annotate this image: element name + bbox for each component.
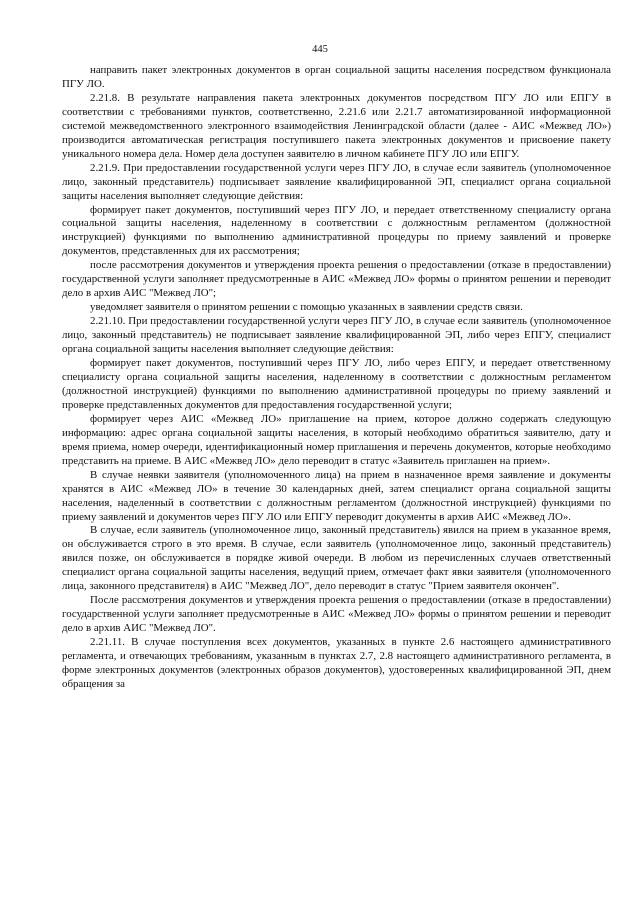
paragraph-submit-package: направить пакет электронных документов в орган социальной защиты населения посредством функционала ПГУ ЛО. bbox=[62, 64, 611, 90]
paragraph-forms-package-epgu: формирует пакет документов, поступивший через ПГУ ЛО, либо через ЕПГУ, и передает ответственному специалисту органа социальной защиты населения, наделенному в соответствии с должностным регламентом (должностной инструкцией) функциями по выполнению административной процедуры по приему заявлений и проверке представленных документов для предоставления государственной услуги; bbox=[62, 357, 611, 411]
paragraph-notifies-applicant: уведомляет заявителя о принятом решении с помощью указанных в заявлении средств связи. bbox=[90, 301, 523, 314]
paragraph-2-21-11: 2.21.11. В случае поступления всех документов, указанных в пункте 2.6 настоящего административного регламента, и отвечающих требованиям, указанным в пунктах 2.7, 2.8 настоящего административного регламента, в форме электронных документов (электронных образов документов), удостоверенных квалифицированной ЭП, днем обращения за bbox=[62, 636, 611, 690]
paragraph-2-21-8: 2.21.8. В результате направления пакета электронных документов посредством ПГУ ЛО или ЕПГУ в соответствии с требованиями пунктов, соответственно, 2.21.6 или 2.21.7 автоматизированной информационной системой межведомственного электронного взаимодействия Ленинградской области (далее - АИС «Межвед ЛО») производится автоматическая регистрация поступившего пакета электронных документов и присвоение пакету уникального номера дела. Номер дела доступен заявителю в личном кабинете ПГУ ЛО или ЕПГУ. bbox=[62, 91, 611, 160]
paragraph-2-21-10: 2.21.10. При предоставлении государственной услуги через ПГУ ЛО, в случае если заявитель (уполномоченное лицо, законный представитель) не подписывает заявление квалифицированной ЭП, либо через ЕПГУ, специалист органа социальной защиты населения выполняет следующие действия: bbox=[62, 315, 611, 356]
page-number: 445 bbox=[312, 44, 328, 55]
paragraph-after-review-archive: После рассмотрения документов и утверждения проекта решения о предоставлении (отказе в предоставлении) государственной услуги заполняет предусмотренные в АИС «Межвед ЛО» формы о принятом решении и переводит дело в архив АИС "Межвед ЛО". bbox=[62, 594, 611, 635]
paragraph-invitation: формирует через АИС «Межвед ЛО» приглашение на прием, которое должно содержать следующую информацию: адрес органа социальной защиты населения, в который необходимо обратиться заявителю, дату и время приема, номер очереди, идентификационный номер приглашения и перечень документов, которые необходимо представить на приеме. В АИС «Межвед ЛО» дело переводит в статус «Заявитель приглашен на прием». bbox=[62, 412, 611, 467]
paragraph-appeared: В случае, если заявитель (уполномоченное лицо, законный представитель) явился на прием в указанное время, он обслуживается строго в это время. В случае, если заявитель (уполномоченное лицо, законный представитель) явился позже, он обслуживается в порядке живой очереди. В любом из перечисленных случаев ответственный специалист органа социальной защиты населения, ведущий прием, отмечает факт явки заявителя (уполномоченного лица, законного представителя) в АИС "Межвед ЛО", дело переводит в статус "Прием заявителя окончен". bbox=[62, 524, 611, 593]
paragraph-2-21-9: 2.21.9. При предоставлении государственной услуги через ПГУ ЛО, в случае если заявитель (уполномоченное лицо, законный представитель) подписывает заявление квалифицированной ЭП, специалист органа социальной защиты населения выполняет следующие действия: bbox=[62, 161, 611, 202]
document-body bbox=[62, 64, 611, 692]
paragraph-no-show: В случае неявки заявителя (уполномоченного лица) на прием в назначенное время заявление и документы хранятся в АИС «Межвед ЛО» в течение 30 календарных дней, затем специалист органа социальной защиты населения, наделенный в соответствии с должностным регламентом (должностной инструкцией) функциями по приему заявлений и документов через ПГУ ЛО или ЕПГУ переводит документы в архив АИС «Межвед ЛО». bbox=[62, 468, 611, 523]
paragraph-after-review: после рассмотрения документов и утверждения проекта решения о предоставлении (отказе в предоставлении) государственной услуги заполняет предусмотренные в АИС «Межвед ЛО» формы о принятом решении и переводит дело в архив АИС "Межвед ЛО"; bbox=[62, 259, 611, 300]
paragraph-forms-package: формирует пакет документов, поступивший через ПГУ ЛО, и передает ответственному специалисту органа социальной защиты населения, наделенному в соответствии с должностным регламентом (должностной инструкцией) функциями по выполнению административной процедуры по приему заявлений и проверке документов, представленных для их рассмотрения; bbox=[62, 203, 611, 258]
